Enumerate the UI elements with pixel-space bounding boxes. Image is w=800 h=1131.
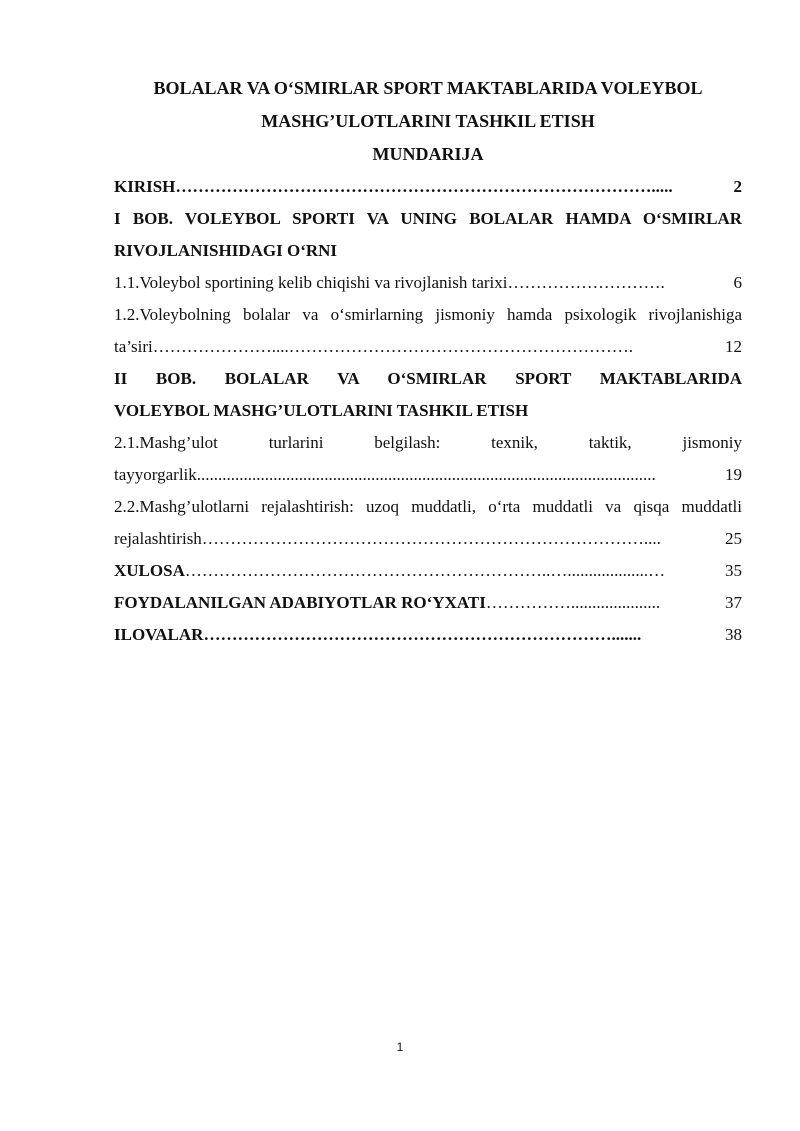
toc-entry-2-1-line-2[interactable] (114, 459, 742, 491)
toc-leader: …………………....……………………………………………………. (152, 337, 633, 356)
document-title-line-2: MASHG’ULOTLARINI TASHKIL ETISH (261, 111, 595, 131)
toc-label: ta’siri (114, 337, 153, 356)
toc-label: tayyorgarlik (114, 465, 197, 484)
toc-leader: …………………………………………………………………………..... (175, 177, 673, 196)
toc-label: ILOVALAR (114, 625, 204, 644)
document-page (114, 72, 742, 651)
toc-page-number: 19 (725, 465, 742, 484)
toc-entry-1-2-line-2[interactable] (114, 331, 742, 363)
contents-heading: MUNDARIJA (372, 144, 484, 164)
toc-chapter-2-line-1[interactable]: II BOB. BOLALAR VA O‘SMIRLAR SPORT MAKTABLARIDA (114, 369, 742, 388)
page-number: 1 (396, 1040, 404, 1054)
toc-page-number: 38 (725, 625, 742, 644)
toc-label: rejalashtirish (114, 529, 202, 548)
toc-leader: ………………………………………………………………....... (203, 625, 642, 644)
toc-label: KIRISH (114, 177, 176, 196)
toc-entry-2-2-line-2[interactable] (114, 523, 742, 555)
toc-page-number: 25 (725, 529, 742, 548)
toc-leader: ……………..................... (485, 593, 661, 612)
toc-label: XULOSA (114, 561, 185, 580)
toc-entry-intro[interactable] (114, 171, 742, 203)
document-title-line-1: BOLALAR VA O‘SMIRLAR SPORT MAKTABLARIDA VOLEYBOL (153, 78, 703, 98)
toc-page-number: 12 (725, 337, 742, 356)
toc-chapter-1-line-2[interactable]: RIVOJLANISHIDAGI O‘RNI (114, 241, 338, 260)
toc-entry-1-2-line-1[interactable]: 1.2.Voleybolning bolalar va o‘smirlarning jismoniy hamda psixologik rivojlanishiga (114, 305, 742, 324)
toc-page-number: 6 (733, 273, 742, 292)
toc-entry-appendices[interactable] (114, 619, 742, 651)
toc-leader: …………………………………………………………………….... (201, 529, 661, 548)
toc-entry-2-1-line-1[interactable]: 2.1.Mashg’ulot turlarini belgilash: texnik, taktik, jismoniy (114, 433, 742, 452)
toc-entry-conclusion[interactable] (114, 555, 742, 587)
toc-leader: ………………………………………………………..…...................… (184, 561, 666, 580)
toc-page-number: 37 (725, 593, 742, 612)
toc-page-number: 2 (733, 177, 742, 196)
toc-leader: ………………………. (507, 273, 665, 292)
toc-chapter-1-line-1[interactable]: I BOB. VOLEYBOL SPORTI VA UNING BOLALAR HAMDA O‘SMIRLAR (114, 209, 742, 228)
toc-entry-1-1[interactable] (114, 267, 742, 299)
toc-leader: ............................................................................................................ (196, 465, 656, 484)
toc-chapter-2-line-2[interactable]: VOLEYBOL MASHG’ULOTLARINI TASHKIL ETISH (114, 401, 529, 420)
toc-entry-references[interactable] (114, 587, 742, 619)
toc-page-number: 35 (725, 561, 742, 580)
toc-label: FOYDALANILGAN ADABIYOTLAR RO‘YXATI (114, 593, 486, 612)
toc-entry-2-2-line-1[interactable]: 2.2.Mashg’ulotlarni rejalashtirish: uzoq muddatli, o‘rta muddatli va qisqa muddatli (114, 497, 742, 516)
toc-label: 1.1.Voleybol sportining kelib chiqishi va rivojlanish tarixi (114, 273, 508, 292)
